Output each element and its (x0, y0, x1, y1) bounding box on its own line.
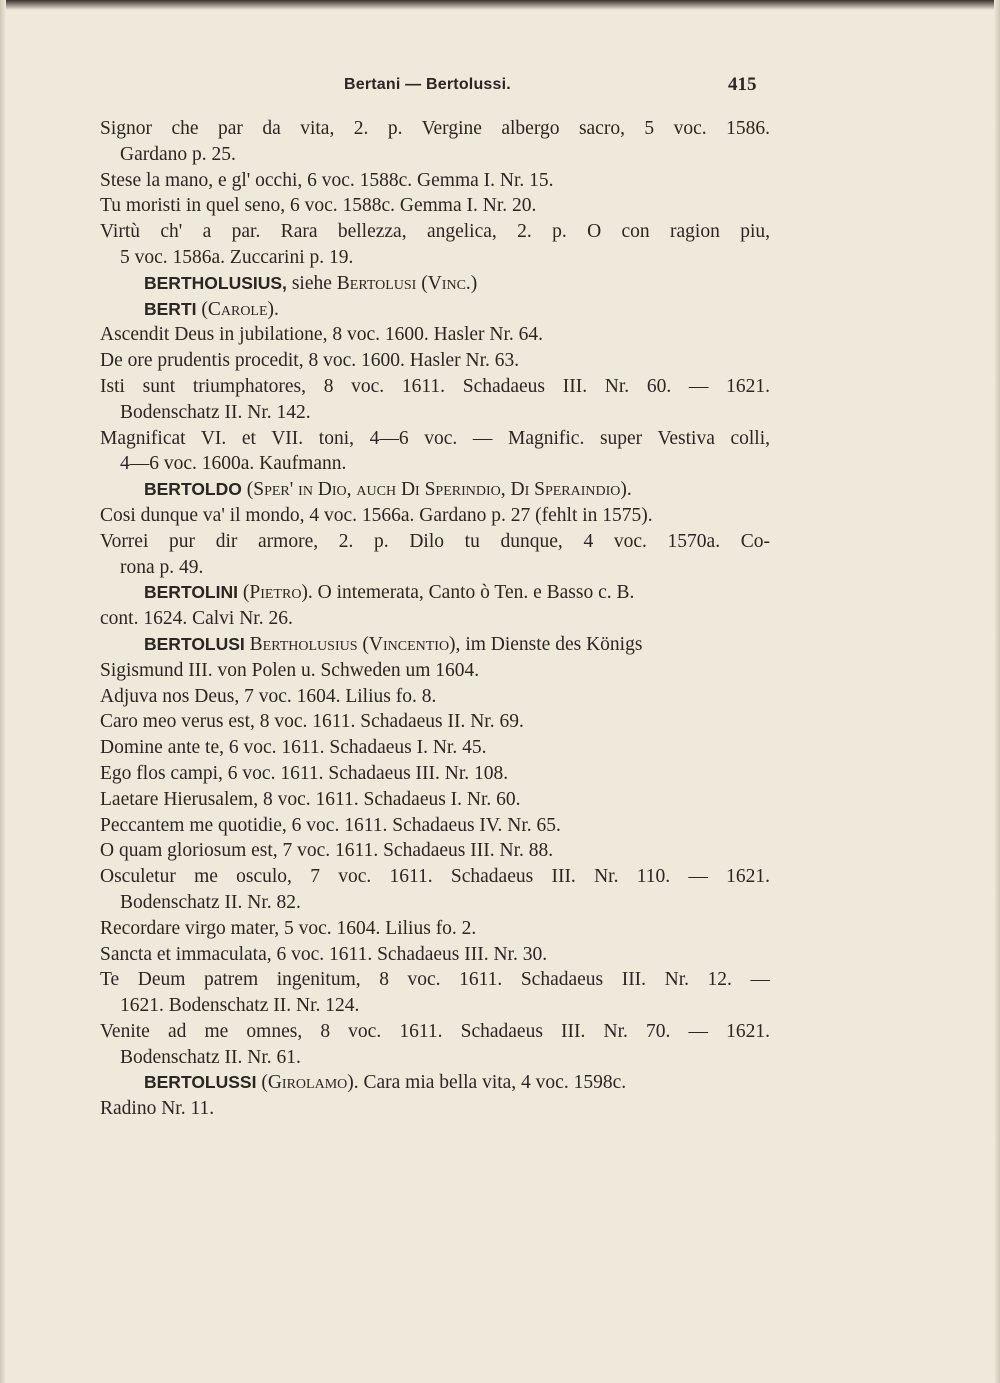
composer-firstname: (Pietro). (242, 582, 313, 604)
entry-text: O intemerata, Canto ò Ten. e Basso c. B. (312, 582, 635, 604)
text-line: Venite ad me omnes, 8 voc. 1611. Schadaeus III. Nr. 70. — 1621. (100, 1020, 770, 1042)
text-line: Te Deum patrem ingenitum, 8 voc. 1611. Schadaeus III. Nr. 12. — (100, 969, 770, 991)
composer-entry-berti (100, 297, 770, 323)
text-line: Bodenschatz II. Nr. 142. (120, 401, 311, 423)
composer-name: BERTOLINI (144, 582, 238, 603)
composer-name: BERTOLDO (144, 479, 242, 500)
text-line: Osculetur me osculo, 7 voc. 1611. Schadaeus III. Nr. 110. — 1621. (100, 866, 770, 888)
text-line: Cosi dunque va' il mondo, 4 voc. 1566a. Gardano p. 27 (fehlt in 1575). (100, 504, 653, 526)
text-line: Bodenschatz II. Nr. 61. (120, 1046, 301, 1068)
page-left-edge (0, 0, 6, 1383)
text-line: Vorrei pur dir armore, 2. p. Dilo tu dunque, 4 voc. 1570a. Co- (100, 530, 770, 552)
text-line: Signor che par da vita, 2. p. Vergine albergo sacro, 5 voc. 1586. (100, 118, 770, 139)
composer-name: BERTI (144, 298, 197, 319)
composer-entry-bertholusius (100, 271, 770, 297)
composer-firstname: (Carole). (201, 298, 279, 320)
composer-entry-bertolusi (100, 632, 770, 658)
page-number: 415 (728, 74, 757, 95)
text-line: Radino Nr. 11. (100, 1098, 215, 1120)
composer-firstname: Bertholusius (Vincentio), (249, 633, 461, 655)
running-header: Bertani — Bertolussi. (344, 76, 511, 93)
entry-text: siehe (286, 272, 337, 294)
entry-text: Cara mia bella vita, 4 voc. 1598c. (358, 1072, 627, 1094)
cross-reference: Bertolusi (Vinc.) (336, 272, 478, 294)
text-line: 1621. Bodenschatz II. Nr. 124. (120, 995, 360, 1017)
composer-firstname: (Girolamo). (261, 1072, 359, 1094)
composer-name: BERTOLUSSI (144, 1072, 257, 1093)
composer-name: BERTOLUSI (144, 633, 245, 654)
text-line: Virtù ch' a par. Rara bellezza, angelica, 2. p. O con ragion piu, (100, 221, 770, 243)
composer-firstname: (Sper' in Dio, auch Di Sperindio, Di Speraindio). (246, 479, 632, 501)
text-line: Tu moristi in quel seno, 6 voc. 1588c. Gemma I. Nr. 20. (100, 195, 537, 217)
text-line: Adjuva nos Deus, 7 voc. 1604. Lilius fo. 8. (100, 685, 437, 707)
text-line: Gardano p. 25. (120, 143, 236, 165)
entry-text: im Dienste des Königs (460, 633, 643, 655)
text-line: 5 voc. 1586a. Zuccarini p. 19. (120, 246, 354, 268)
text-line: Magnificat VI. et VII. toni, 4—6 voc. — Magnific. super Vestiva colli, (100, 427, 770, 449)
text-line: Laetare Hierusalem, 8 voc. 1611. Schadaeus I. Nr. 60. (100, 788, 521, 810)
catalog-text (100, 116, 770, 1122)
text-line: Sigismund III. von Polen u. Schweden um 1604. (100, 659, 480, 681)
composer-entry-bertoldo (100, 477, 770, 503)
composer-entry-bertolini (100, 580, 770, 606)
text-line: Caro meo verus est, 8 voc. 1611. Schadaeus II. Nr. 69. (100, 711, 524, 733)
text-line: Domine ante te, 6 voc. 1611. Schadaeus I. Nr. 45. (100, 737, 487, 759)
text-line: Isti sunt triumphatores, 8 voc. 1611. Schadaeus III. Nr. 60. — 1621. (100, 375, 770, 397)
text-line: Sancta et immaculata, 6 voc. 1611. Schadaeus III. Nr. 30. (100, 943, 548, 965)
text-line: Peccantem me quotidie, 6 voc. 1611. Schadaeus IV. Nr. 65. (100, 814, 561, 836)
text-line: Stese la mano, e gl' occhi, 6 voc. 1588c. Gemma I. Nr. 15. (100, 169, 554, 191)
composer-name: BERTHOLUSIUS, (144, 272, 287, 293)
composer-entry-bertolussi (100, 1070, 770, 1096)
text-line: Recordare virgo mater, 5 voc. 1604. Lilius fo. 2. (100, 917, 477, 939)
page-right-edge (994, 0, 1000, 1383)
page-top-shadow (0, 0, 1000, 10)
text-line: 4—6 voc. 1600a. Kaufmann. (120, 453, 347, 475)
text-line: cont. 1624. Calvi Nr. 26. (100, 608, 293, 630)
text-line: O quam gloriosum est, 7 voc. 1611. Schadaeus III. Nr. 88. (100, 840, 554, 862)
text-line: Ego flos campi, 6 voc. 1611. Schadaeus III. Nr. 108. (100, 762, 509, 784)
text-line: Ascendit Deus in jubilatione, 8 voc. 1600. Hasler Nr. 64. (100, 324, 544, 346)
text-line: De ore prudentis procedit, 8 voc. 1600. Hasler Nr. 63. (100, 350, 520, 372)
text-line: Bodenschatz II. Nr. 82. (120, 891, 301, 913)
text-line: rona p. 49. (120, 556, 204, 578)
